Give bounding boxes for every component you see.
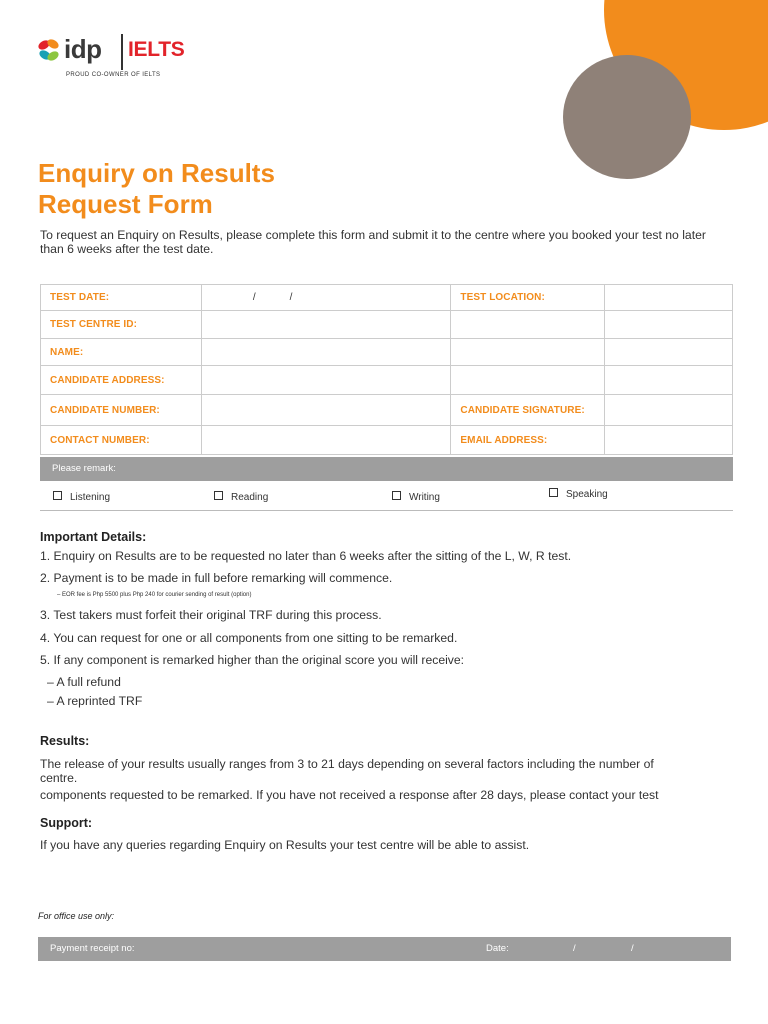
test-date-field[interactable] xyxy=(201,285,451,311)
office-use-bar xyxy=(38,937,731,961)
checkbox-icon[interactable] xyxy=(214,491,223,500)
writing-label: Writing xyxy=(409,492,440,503)
listening-checkbox[interactable] xyxy=(53,491,110,503)
request-form-table xyxy=(40,284,733,455)
form-row-test-date xyxy=(41,285,733,311)
test-location-field[interactable] xyxy=(605,285,733,311)
candidate-signature-field[interactable] xyxy=(605,395,733,426)
please-remark-bar xyxy=(40,457,733,481)
page-title xyxy=(38,158,275,220)
results-heading: Results: xyxy=(40,734,90,748)
logo-tagline: PROUD CO-OWNER OF IELTS xyxy=(66,72,161,78)
date-slash: / xyxy=(252,292,256,303)
important-item: 3. Test takers must forfeit their original TRF during this process. xyxy=(40,608,382,622)
contact-number-field[interactable] xyxy=(201,426,451,455)
idp-ielts-logo xyxy=(36,34,216,84)
candidate-address-label: CANDIDATE ADDRESS: xyxy=(41,366,202,395)
test-location-label: TEST LOCATION: xyxy=(451,285,605,311)
writing-checkbox[interactable] xyxy=(392,491,440,503)
speaking-label: Speaking xyxy=(566,489,608,500)
listening-label: Listening xyxy=(70,492,111,503)
decorative-grey-circle xyxy=(563,55,691,179)
email-address-label: EMAIL ADDRESS: xyxy=(451,426,605,455)
important-item: 4. You can request for one or all components from one sitting to be remarked. xyxy=(40,631,458,645)
checkbox-icon[interactable] xyxy=(549,488,558,497)
logo-idp-text: idp xyxy=(64,34,102,64)
support-line: If you have any queries regarding Enquiry on Results your test centre will be able to assist. xyxy=(40,838,530,852)
divider xyxy=(40,510,733,511)
office-date-label: Date: xyxy=(486,943,509,954)
checkbox-icon[interactable] xyxy=(53,491,62,500)
form-row-contact xyxy=(41,426,733,455)
important-details-heading: Important Details: xyxy=(40,530,147,544)
intro-text: To request an Enquiry on Results, please complete this form and submit it to the centre where you booked your test no later than 6 weeks after the test date. xyxy=(40,228,706,256)
reprint-item: – A reprinted TRF xyxy=(47,694,143,708)
results-line: components requested to be remarked. If you have not received a response after 28 days, please contact your test xyxy=(40,788,659,802)
candidate-address-field[interactable] xyxy=(201,366,451,395)
title-line-1: Enquiry on Results xyxy=(38,158,275,188)
candidate-signature-label: CANDIDATE SIGNATURE: xyxy=(451,395,605,426)
important-item: 1. Enquiry on Results are to be requested no later than 6 weeks after the sitting of the L, W, R test. xyxy=(40,549,572,563)
reading-label: Reading xyxy=(231,492,269,503)
address-extra-field[interactable] xyxy=(451,366,605,395)
support-heading: Support: xyxy=(40,816,93,830)
refund-item: – A full refund xyxy=(47,675,121,689)
name-extra-field-2[interactable] xyxy=(605,339,733,366)
results-line: centre. xyxy=(40,771,78,785)
important-item: 2. Payment is to be made in full before remarking will commence. xyxy=(40,571,393,585)
candidate-number-label: CANDIDATE NUMBER: xyxy=(41,395,202,426)
checkbox-icon[interactable] xyxy=(392,491,401,500)
payment-receipt-label: Payment receipt no: xyxy=(50,943,135,954)
results-line: The release of your results usually ranges from 3 to 21 days depending on several factors including the number of xyxy=(40,757,654,771)
form-row-test-centre xyxy=(41,311,733,339)
address-extra-field-2[interactable] xyxy=(605,366,733,395)
contact-number-label: CONTACT NUMBER: xyxy=(41,426,202,455)
form-row-address xyxy=(41,366,733,395)
form-row-candidate-number xyxy=(41,395,733,426)
email-address-field[interactable] xyxy=(605,426,733,455)
date-slash: / xyxy=(289,292,293,303)
test-centre-extra-field[interactable] xyxy=(451,311,605,339)
logo-ielts-text: IELTS xyxy=(128,38,185,61)
please-remark-label: Please remark: xyxy=(52,463,116,474)
office-use-label: For office use only: xyxy=(38,911,115,921)
test-date-label: TEST DATE: xyxy=(41,285,202,311)
test-centre-extra-field-2[interactable] xyxy=(605,311,733,339)
candidate-number-field[interactable] xyxy=(201,395,451,426)
date-slash: / xyxy=(573,943,576,954)
name-label: NAME: xyxy=(41,339,202,366)
test-centre-id-label: TEST CENTRE ID: xyxy=(41,311,202,339)
fee-note: – EOR fee is Php 5500 plus Php 240 for courier sending of result (option) xyxy=(57,592,252,598)
form-row-name xyxy=(41,339,733,366)
name-field[interactable] xyxy=(201,339,451,366)
idp-leaf-icon xyxy=(36,36,62,64)
date-slash: / xyxy=(631,943,634,954)
name-extra-field[interactable] xyxy=(451,339,605,366)
speaking-checkbox[interactable] xyxy=(549,488,608,500)
test-centre-id-field[interactable] xyxy=(201,311,451,339)
reading-checkbox[interactable] xyxy=(214,491,268,503)
logo-divider xyxy=(121,34,123,70)
important-item: 5. If any component is remarked higher than the original score you will receive: xyxy=(40,653,465,667)
title-line-2: Request Form xyxy=(38,189,213,219)
